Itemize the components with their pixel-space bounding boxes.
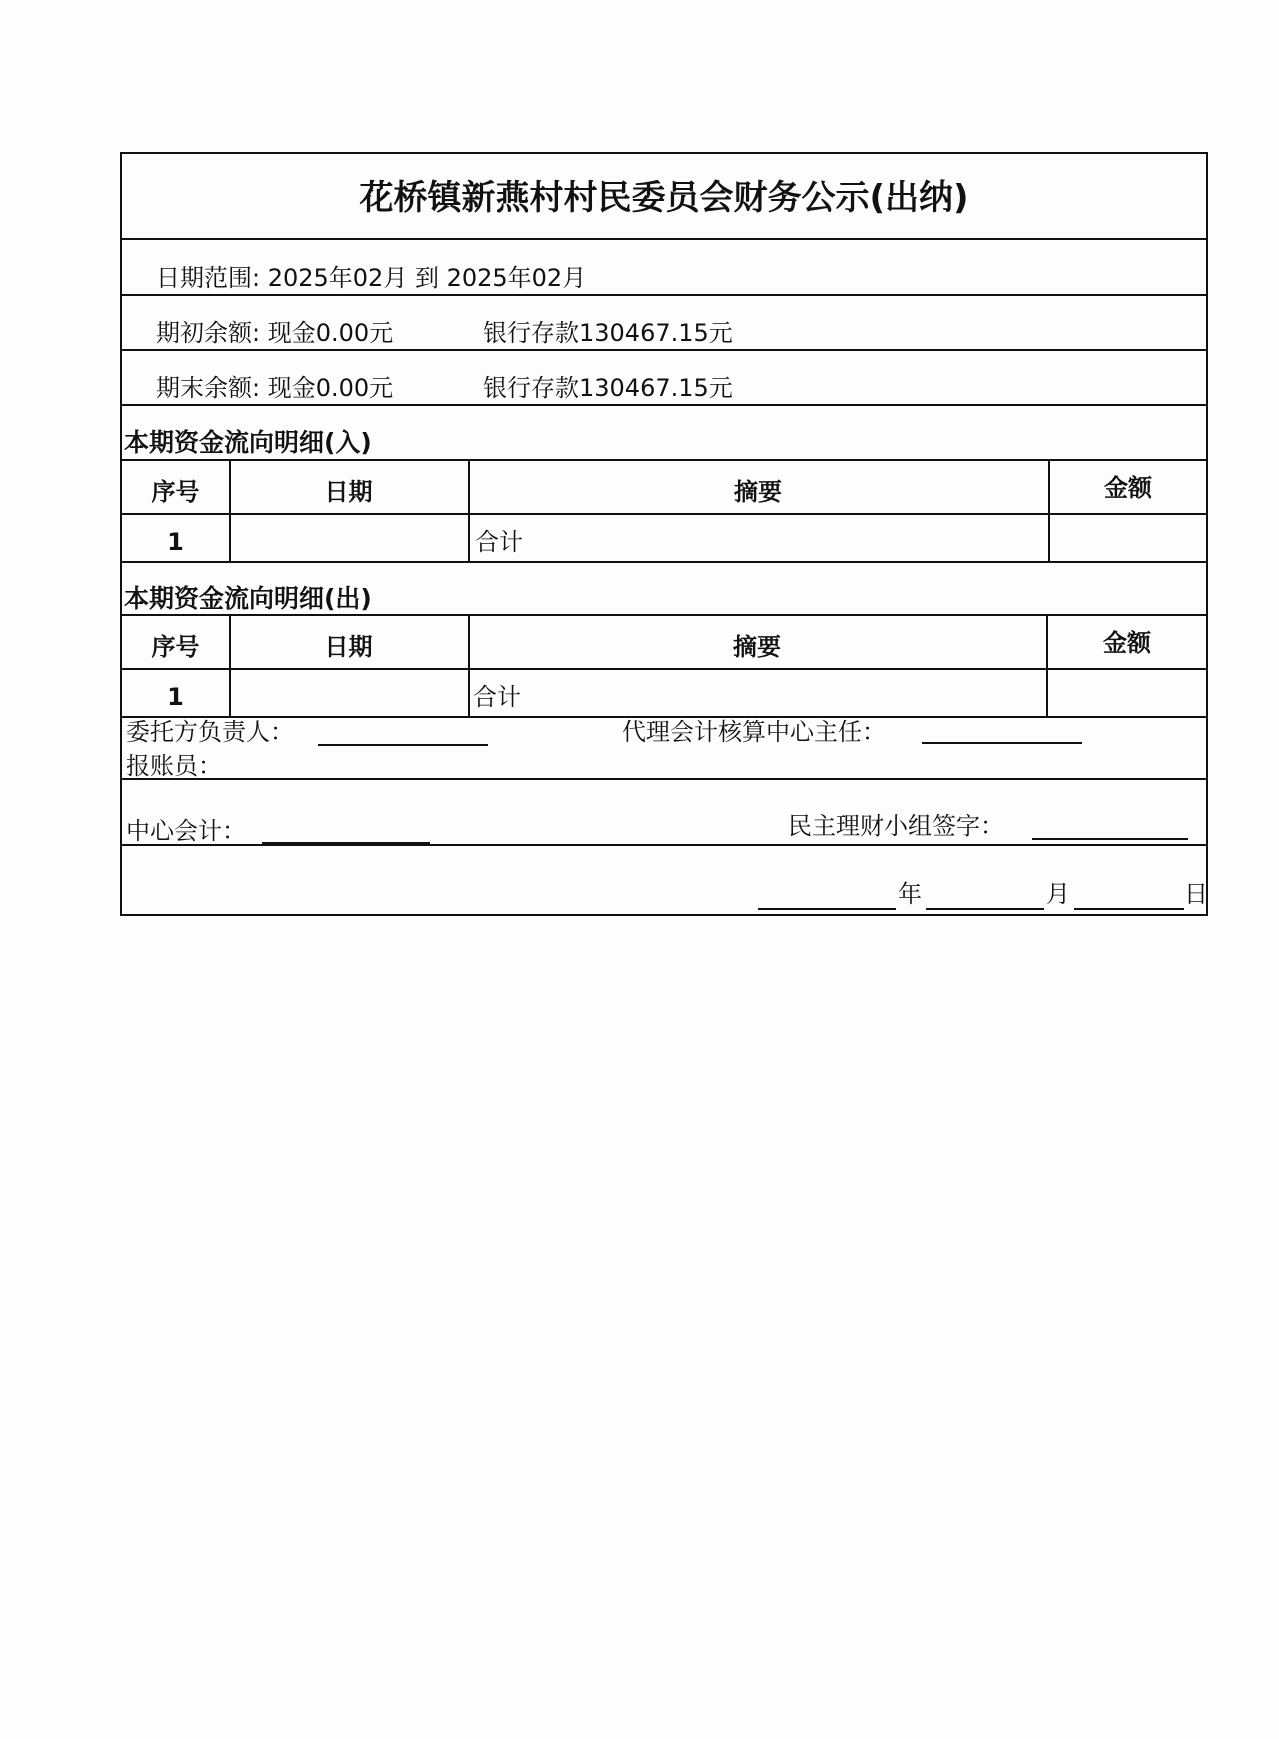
divider bbox=[122, 844, 1206, 846]
inflow-header-date: 日期 bbox=[324, 478, 373, 506]
outflow-row-no: 1 bbox=[167, 683, 184, 711]
day-line bbox=[1074, 908, 1184, 910]
outflow-heading: 本期资金流向明细(出) bbox=[124, 584, 372, 613]
outflow-header-amount: 金额 bbox=[1103, 629, 1151, 657]
agency-director-signature-line bbox=[922, 742, 1082, 744]
inflow-header-amount: 金额 bbox=[1104, 474, 1152, 502]
center-accountant-label: 中心会计： bbox=[126, 817, 246, 845]
form-title: 花桥镇新燕村村民委员会财务公示(出纳) bbox=[359, 178, 969, 218]
inflow-heading: 本期资金流向明细(入) bbox=[124, 428, 372, 457]
inflow-row-summary: 合计 bbox=[475, 528, 523, 556]
finance-group-signature-line bbox=[1032, 838, 1188, 840]
divider bbox=[122, 614, 1206, 616]
opening-cash: 期初余额: 现金0.00元 bbox=[156, 319, 394, 347]
divider bbox=[122, 238, 1206, 240]
divider bbox=[122, 513, 1206, 515]
client-head-signature-line bbox=[318, 744, 488, 746]
column-divider bbox=[229, 614, 231, 716]
inflow-row-no: 1 bbox=[167, 528, 184, 556]
date-range: 日期范围: 2025年02月 到 2025年02月 bbox=[156, 264, 587, 292]
inflow-header-summary: 摘要 bbox=[734, 478, 782, 506]
finance-disclosure-form bbox=[120, 152, 1208, 916]
divider bbox=[122, 668, 1206, 670]
month-line bbox=[926, 908, 1044, 910]
opening-bank: 银行存款130467.15元 bbox=[483, 319, 733, 347]
finance-group-label: 民主理财小组签字： bbox=[788, 812, 1004, 840]
outflow-header-date: 日期 bbox=[324, 633, 373, 661]
outflow-header-no: 序号 bbox=[151, 633, 200, 661]
bookkeeper-label: 报账员： bbox=[126, 752, 222, 780]
agency-director-label: 代理会计核算中心主任： bbox=[622, 718, 886, 746]
divider bbox=[122, 459, 1206, 461]
year-line bbox=[758, 908, 896, 910]
column-divider bbox=[229, 459, 231, 561]
outflow-header-summary: 摘要 bbox=[733, 633, 781, 661]
inflow-header-no: 序号 bbox=[151, 478, 200, 506]
outflow-row-summary: 合计 bbox=[473, 683, 521, 711]
month-label: 月 bbox=[1046, 880, 1070, 908]
day-label: 日 bbox=[1184, 880, 1208, 908]
year-label: 年 bbox=[898, 880, 922, 908]
column-divider bbox=[1048, 459, 1050, 561]
divider bbox=[122, 294, 1206, 296]
closing-cash: 期末余额: 现金0.00元 bbox=[156, 374, 394, 402]
divider bbox=[122, 561, 1206, 563]
column-divider bbox=[468, 614, 470, 716]
closing-bank: 银行存款130467.15元 bbox=[483, 374, 733, 402]
column-divider bbox=[468, 459, 470, 561]
divider bbox=[122, 778, 1206, 780]
divider bbox=[122, 349, 1206, 351]
client-head-label: 委托方负责人： bbox=[126, 718, 294, 746]
divider bbox=[122, 404, 1206, 406]
column-divider bbox=[1046, 614, 1048, 716]
